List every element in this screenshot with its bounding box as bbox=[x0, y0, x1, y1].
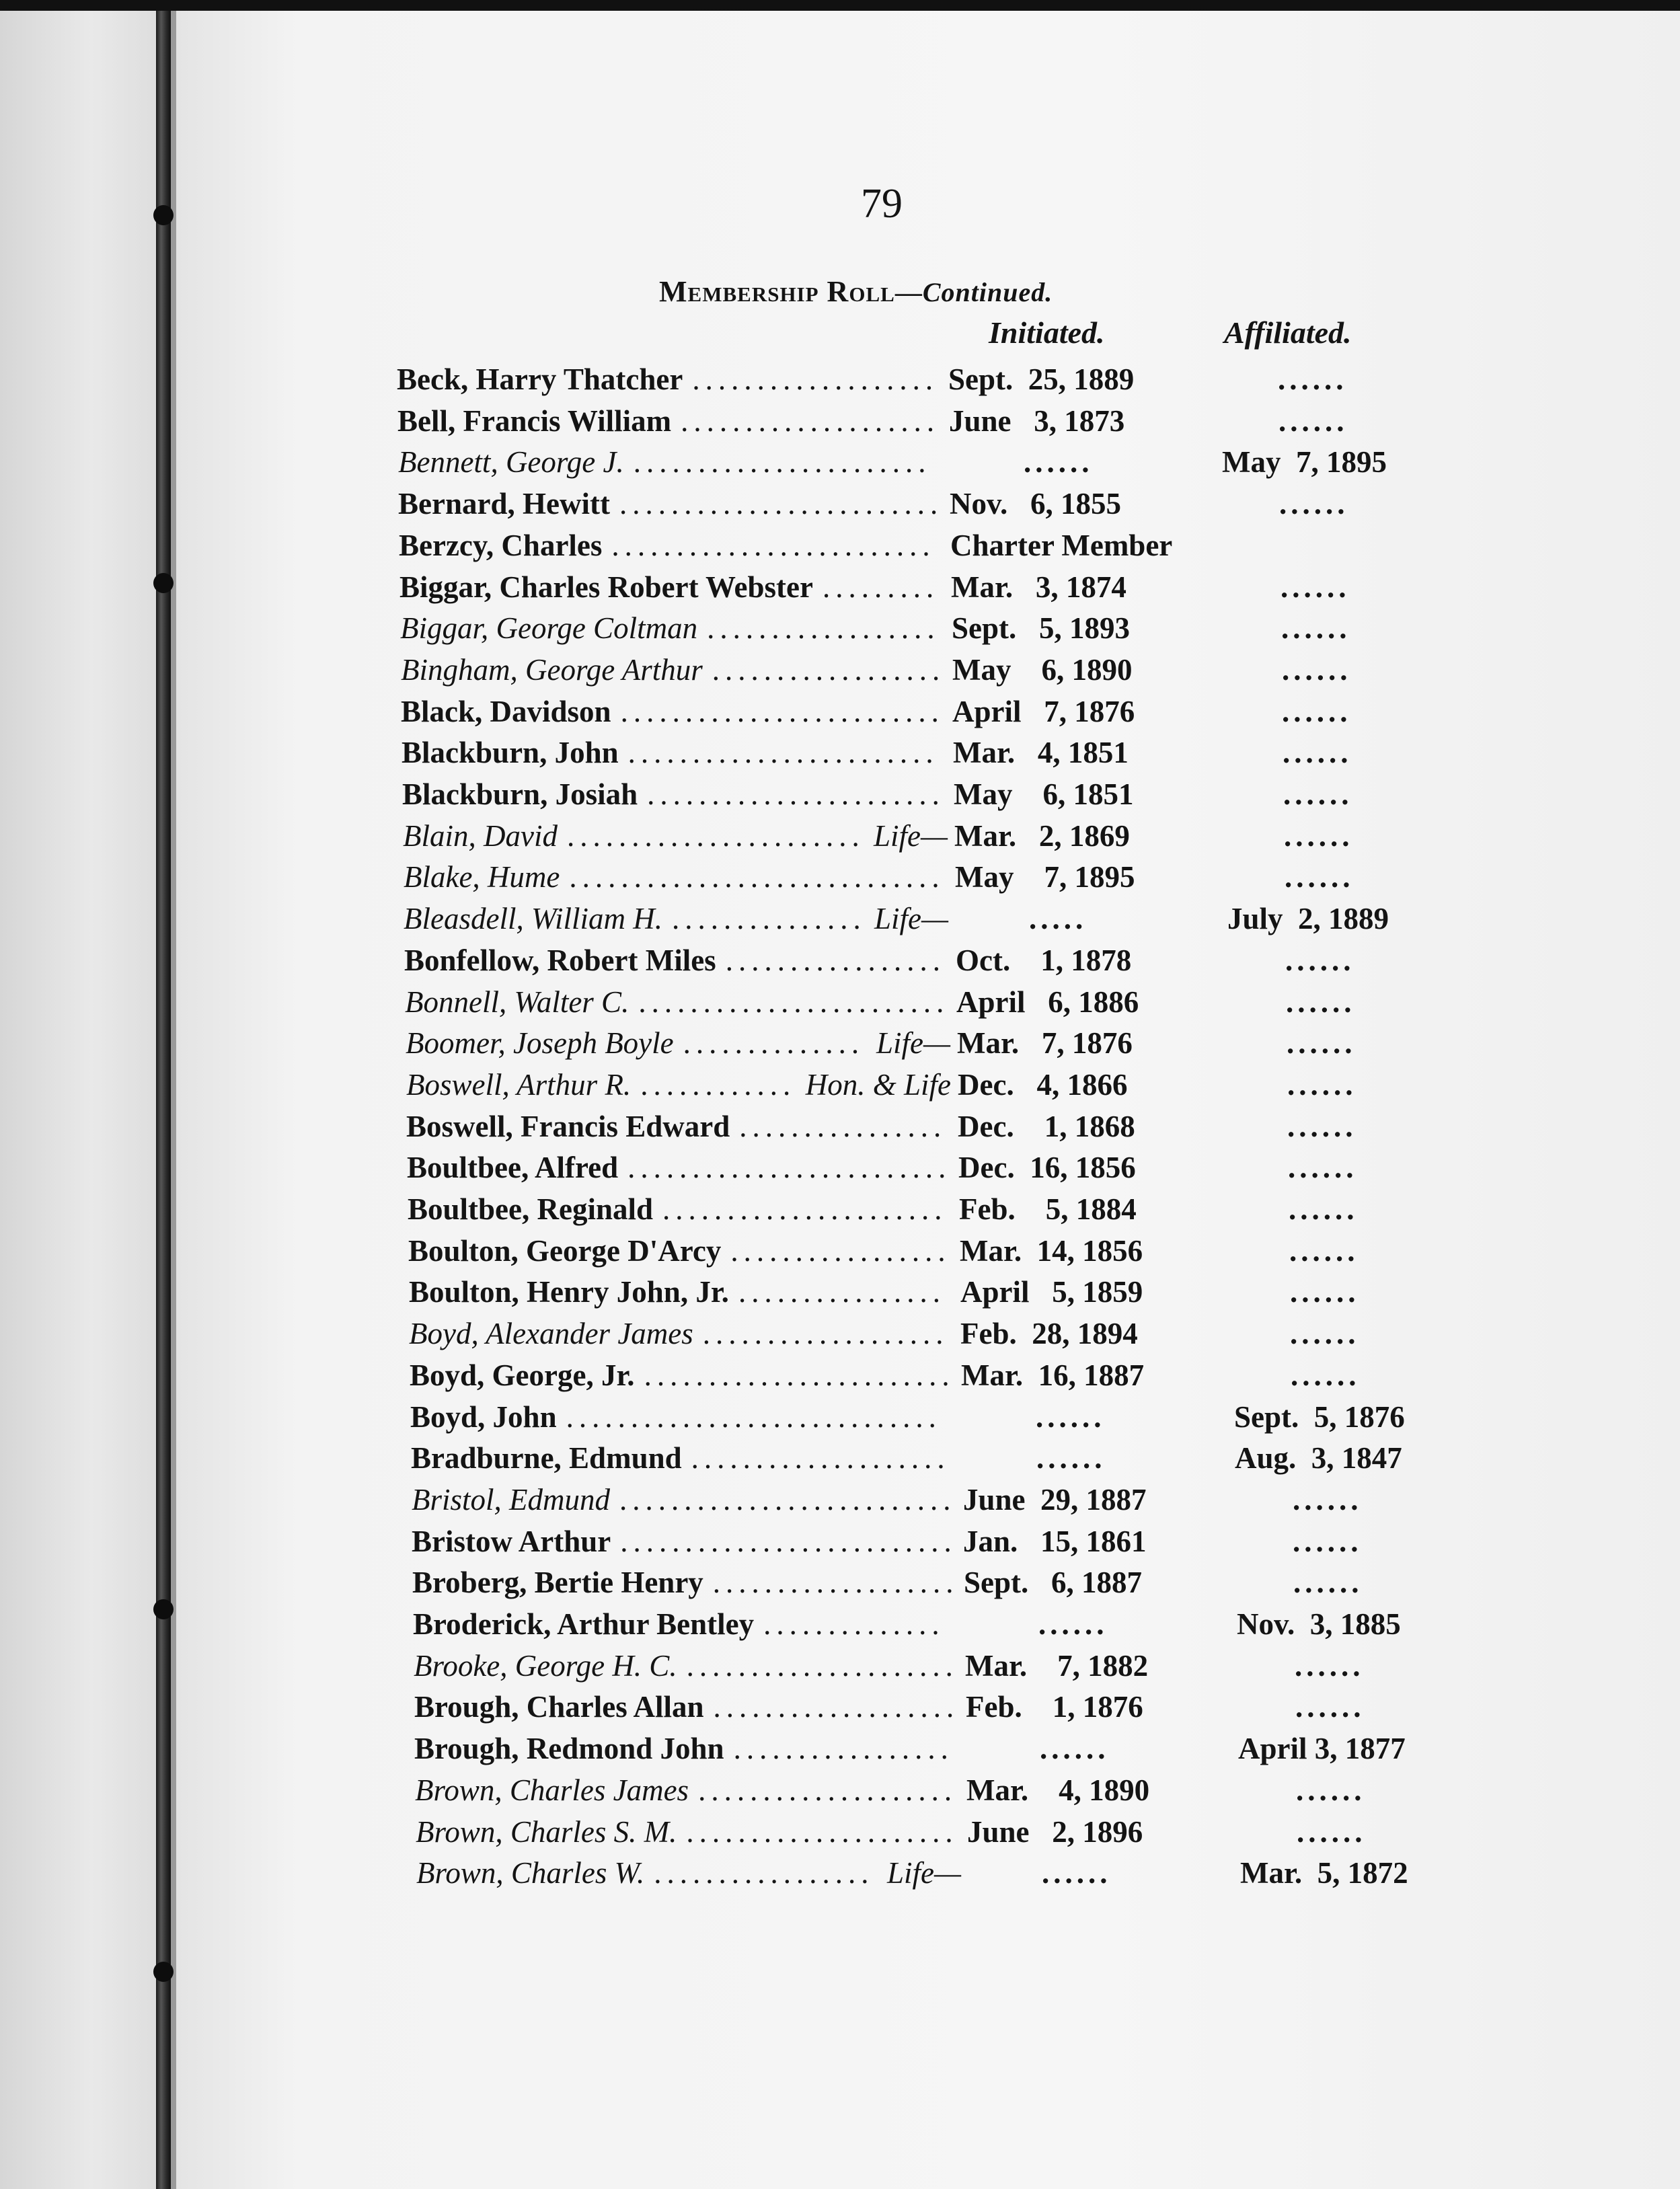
leader-dots: ......................... bbox=[619, 487, 944, 521]
column-header-initiated: Initiated. bbox=[989, 315, 1105, 350]
member-name: Bernard, Hewitt bbox=[398, 487, 610, 521]
roll-entry bbox=[408, 1233, 1443, 1271]
leader-dots: ........................ bbox=[638, 985, 950, 1019]
roll-entry bbox=[414, 1648, 1442, 1686]
leader-dots: ................ bbox=[739, 1110, 947, 1143]
heading-continued: Continued. bbox=[922, 277, 1053, 307]
affiliated-date: ...... bbox=[1282, 695, 1352, 728]
member-name: Blain, David bbox=[403, 819, 558, 853]
member-name: Bonfellow, Robert Miles bbox=[404, 944, 716, 977]
roll-entry bbox=[408, 1192, 1443, 1229]
affiliated-date: ...... bbox=[1287, 1068, 1357, 1102]
member-name: Bristow Arthur bbox=[412, 1525, 611, 1558]
roll-entry bbox=[403, 818, 1445, 856]
affiliated-date: ...... bbox=[1279, 487, 1349, 521]
initiated-date: Dec. 1, 1868 bbox=[958, 1110, 1135, 1143]
leader-dots: ...................... bbox=[662, 1192, 948, 1226]
roll-entry bbox=[406, 1109, 1443, 1147]
affiliated-date: ...... bbox=[1282, 653, 1352, 687]
member-name: Boyd, Alexander James bbox=[409, 1317, 693, 1350]
leader-dots: ................. bbox=[733, 1732, 954, 1765]
roll-entry bbox=[412, 1565, 1442, 1603]
member-name: Bristol, Edmund bbox=[412, 1483, 611, 1516]
roll-entry bbox=[401, 652, 1445, 690]
member-name: Boyd, John bbox=[410, 1400, 557, 1434]
leader-dots: ......... bbox=[822, 570, 940, 604]
leader-dots: ............... bbox=[671, 902, 866, 935]
roll-entry bbox=[416, 1814, 1441, 1852]
initiated-date: Feb. 28, 1894 bbox=[960, 1317, 1138, 1350]
initiated-date: May 6, 1890 bbox=[952, 653, 1133, 687]
member-name: Boswell, Francis Edward bbox=[406, 1110, 730, 1143]
member-name: Bennett, George J. bbox=[398, 445, 624, 479]
leader-dots: .................... bbox=[681, 404, 940, 438]
initiated-date: ...... bbox=[1042, 1856, 1112, 1890]
affiliated-date: ...... bbox=[1290, 1317, 1360, 1350]
roll-entry bbox=[402, 735, 1445, 773]
leader-dots: ................... bbox=[702, 1317, 949, 1350]
affiliated-date: May 7, 1895 bbox=[1222, 445, 1387, 479]
member-name: Biggar, George Coltman bbox=[400, 611, 698, 645]
roll-entry bbox=[405, 985, 1444, 1022]
affiliated-date: July 2, 1889 bbox=[1227, 902, 1389, 935]
affiliated-date: ...... bbox=[1297, 1815, 1367, 1849]
leader-dots: .......................... bbox=[620, 1525, 957, 1558]
member-name: Blackburn, Josiah bbox=[402, 777, 638, 811]
affiliated-date: ...... bbox=[1285, 944, 1355, 977]
initiated-date: ...... bbox=[1036, 1400, 1106, 1434]
affiliated-date: ...... bbox=[1289, 1234, 1359, 1268]
initiated-date: Feb. 1, 1876 bbox=[966, 1690, 1143, 1724]
affiliated-date: ...... bbox=[1281, 611, 1351, 645]
roll-entry bbox=[410, 1358, 1443, 1395]
roll-entry bbox=[414, 1689, 1442, 1727]
leader-dots: ................. bbox=[725, 944, 946, 977]
initiated-date: Mar. 16, 1887 bbox=[961, 1358, 1145, 1392]
roll-entry bbox=[406, 1026, 1444, 1063]
affiliated-date: ...... bbox=[1293, 1483, 1363, 1516]
initiated-date: Sept. 25, 1889 bbox=[948, 362, 1135, 396]
member-name: Berzcy, Charles bbox=[399, 529, 603, 562]
roll-entry bbox=[404, 859, 1445, 897]
initiated-date: May 6, 1851 bbox=[954, 777, 1134, 811]
member-name: Blackburn, John bbox=[402, 736, 619, 769]
affiliated-date: ...... bbox=[1291, 1358, 1361, 1392]
affiliated-date: ...... bbox=[1287, 1026, 1357, 1060]
roll-entry bbox=[406, 1067, 1444, 1105]
leader-dots: .................. bbox=[712, 653, 946, 687]
initiated-date: Mar. 2, 1869 bbox=[954, 819, 1130, 853]
leader-dots: ......................... bbox=[611, 529, 936, 562]
roll-entry bbox=[407, 1150, 1443, 1188]
initiated-date: Mar. 3, 1874 bbox=[951, 570, 1127, 604]
affiliated-date: ...... bbox=[1290, 1275, 1360, 1309]
affiliated-date: ...... bbox=[1286, 985, 1356, 1019]
initiated-date: Jan. 15, 1861 bbox=[963, 1525, 1147, 1558]
member-name: Brown, Charles W. bbox=[416, 1856, 645, 1890]
roll-entry bbox=[413, 1607, 1442, 1644]
leader-dots: ....................... bbox=[566, 819, 865, 853]
roll-entry bbox=[416, 1855, 1441, 1893]
initiated-date: Sept. 5, 1893 bbox=[952, 611, 1131, 645]
initiated-date: Oct. 1, 1878 bbox=[956, 944, 1132, 977]
leader-dots: ................... bbox=[712, 1566, 959, 1599]
initiated-date: ...... bbox=[1036, 1441, 1106, 1475]
heading-dash: — bbox=[894, 277, 923, 307]
affiliated-date: ...... bbox=[1293, 1566, 1363, 1599]
affiliated-date: ...... bbox=[1278, 404, 1348, 438]
initiated-date: June 3, 1873 bbox=[949, 404, 1125, 438]
leader-dots: ................ bbox=[738, 1275, 946, 1309]
member-name: Brough, Charles Allan bbox=[414, 1690, 704, 1724]
roll-entry bbox=[399, 528, 1445, 566]
affiliated-date: Aug. 3, 1847 bbox=[1235, 1441, 1402, 1475]
member-note: Life— bbox=[874, 902, 948, 935]
affiliated-date: ...... bbox=[1281, 570, 1350, 604]
leader-dots: ................. bbox=[730, 1234, 951, 1268]
member-name: Boomer, Joseph Boyle bbox=[406, 1026, 674, 1060]
leader-dots: ..................... bbox=[686, 1815, 958, 1849]
roll-entry bbox=[414, 1731, 1441, 1769]
member-name: Broberg, Bertie Henry bbox=[412, 1566, 703, 1599]
member-name: Boswell, Arthur R. bbox=[406, 1068, 632, 1102]
roll-entry bbox=[397, 362, 1446, 399]
column-header-affiliated: Affiliated. bbox=[1224, 315, 1352, 350]
leader-dots: .............. bbox=[683, 1026, 865, 1060]
initiated-date: Mar. 4, 1851 bbox=[953, 736, 1129, 769]
roll-entry bbox=[415, 1773, 1441, 1810]
member-name: Bleasdell, William H. bbox=[404, 902, 662, 935]
member-name: Brown, Charles S. M. bbox=[416, 1815, 677, 1849]
affiliated-date: ...... bbox=[1288, 1151, 1358, 1184]
initiated-date: April 5, 1859 bbox=[960, 1275, 1143, 1309]
member-name: Boyd, George, Jr. bbox=[410, 1358, 635, 1392]
leader-dots: ....................... bbox=[633, 445, 931, 479]
initiated-date: Dec. 4, 1866 bbox=[958, 1068, 1128, 1102]
leader-dots: ............ bbox=[640, 1068, 796, 1102]
affiliated-date: ...... bbox=[1283, 736, 1352, 769]
initiated-date: April 7, 1876 bbox=[952, 695, 1135, 728]
affiliated-date: ...... bbox=[1287, 1110, 1357, 1143]
roll-entry bbox=[404, 901, 1444, 939]
roll-entry bbox=[402, 777, 1445, 814]
initiated-date: ...... bbox=[1038, 1607, 1108, 1641]
initiated-date: May 7, 1895 bbox=[955, 860, 1135, 894]
initiated-date: ...... bbox=[1024, 445, 1094, 479]
member-name: Brough, Redmond John bbox=[414, 1732, 724, 1765]
affiliated-date: ...... bbox=[1296, 1773, 1366, 1807]
roll-entry bbox=[398, 445, 1446, 482]
roll-entry bbox=[412, 1482, 1443, 1520]
member-note: Life— bbox=[886, 1856, 961, 1890]
roll-entry bbox=[412, 1524, 1442, 1562]
leader-dots: ................... bbox=[692, 362, 939, 396]
affiliated-date: ...... bbox=[1283, 777, 1353, 811]
affiliated-date: Mar. 5, 1872 bbox=[1240, 1856, 1408, 1890]
leader-dots: ................. bbox=[654, 1856, 874, 1890]
initiated-date: Feb. 5, 1884 bbox=[959, 1192, 1137, 1226]
leader-dots: ..................... bbox=[686, 1649, 958, 1683]
initiated-date: Nov. 6, 1855 bbox=[950, 487, 1122, 521]
member-name: Boulton, George D'Arcy bbox=[408, 1234, 722, 1268]
leader-dots: ......................... bbox=[627, 1151, 952, 1184]
affiliated-date: ...... bbox=[1289, 1192, 1359, 1226]
roll-entry bbox=[404, 943, 1444, 981]
affiliated-date: ...... bbox=[1278, 362, 1348, 396]
leader-dots: ............................. bbox=[566, 1400, 942, 1434]
page-number: 79 bbox=[861, 181, 903, 227]
roll-entry bbox=[411, 1441, 1443, 1478]
leader-dots: .................... bbox=[698, 1773, 958, 1807]
leader-dots: ......................... bbox=[620, 695, 944, 728]
member-name: Brown, Charles James bbox=[415, 1773, 689, 1807]
affiliated-date: ...... bbox=[1285, 860, 1354, 894]
leader-dots: ....................... bbox=[647, 777, 945, 811]
member-name: Boultbee, Reginald bbox=[408, 1192, 654, 1226]
initiated-date: Mar. 14, 1856 bbox=[960, 1234, 1143, 1268]
roll-entry bbox=[398, 486, 1445, 524]
leader-dots: .......................... bbox=[619, 1483, 956, 1516]
initiated-date: Mar. 4, 1890 bbox=[966, 1773, 1150, 1807]
roll-entry bbox=[399, 570, 1445, 607]
initiated-date: June 2, 1896 bbox=[967, 1815, 1143, 1849]
affiliated-date: ...... bbox=[1284, 819, 1354, 853]
initiated-date: June 29, 1887 bbox=[963, 1483, 1147, 1516]
member-name: Biggar, Charles Robert Webster bbox=[399, 570, 813, 604]
roll-entry bbox=[400, 611, 1445, 648]
member-name: Brooke, George H. C. bbox=[414, 1649, 677, 1683]
initiated-date: ...... bbox=[1040, 1732, 1110, 1765]
leader-dots: ................... bbox=[713, 1690, 960, 1724]
initiated-date: Mar. 7, 1876 bbox=[957, 1026, 1133, 1060]
roll-entry bbox=[410, 1399, 1443, 1437]
leader-dots: ........................ bbox=[644, 1358, 955, 1392]
member-name: Boultbee, Alfred bbox=[407, 1151, 619, 1184]
affiliated-date: ...... bbox=[1295, 1649, 1365, 1683]
member-note: Hon. & Life bbox=[805, 1068, 951, 1102]
initiated-date: Charter Member bbox=[950, 529, 1173, 562]
member-name: Black, Davidson bbox=[401, 695, 611, 728]
initiated-date: Mar. 7, 1882 bbox=[965, 1649, 1149, 1683]
leader-dots: ............................. bbox=[569, 860, 945, 894]
affiliated-date: ...... bbox=[1293, 1525, 1363, 1558]
member-name: Beck, Harry Thatcher bbox=[397, 362, 683, 396]
affiliated-date: Nov. 3, 1885 bbox=[1237, 1607, 1401, 1641]
initiated-date: Dec. 16, 1856 bbox=[958, 1151, 1136, 1184]
roll-entry bbox=[401, 694, 1445, 732]
initiated-date: April 6, 1886 bbox=[956, 985, 1139, 1019]
roll-entry bbox=[409, 1274, 1443, 1312]
affiliated-date: April 3, 1877 bbox=[1238, 1732, 1406, 1765]
member-note: Life— bbox=[876, 1026, 950, 1060]
member-name: Bingham, George Arthur bbox=[401, 653, 703, 687]
affiliated-date: Sept. 5, 1876 bbox=[1234, 1400, 1405, 1434]
member-name: Boulton, Henry John, Jr. bbox=[409, 1275, 729, 1309]
leader-dots: .................. bbox=[707, 611, 940, 645]
leader-dots: ........................ bbox=[627, 736, 939, 769]
member-note: Life— bbox=[873, 819, 948, 853]
heading-title: Membership Roll bbox=[659, 275, 895, 308]
leader-dots: .............. bbox=[763, 1607, 945, 1641]
member-name: Broderick, Arthur Bentley bbox=[413, 1607, 755, 1641]
leader-dots: .................... bbox=[691, 1441, 950, 1475]
initiated-date: ..... bbox=[1029, 902, 1087, 935]
member-name: Blake, Hume bbox=[404, 860, 560, 894]
initiated-date: Sept. 6, 1887 bbox=[964, 1566, 1143, 1599]
roll-entry bbox=[409, 1316, 1443, 1354]
affiliated-date: ...... bbox=[1295, 1690, 1365, 1724]
member-name: Bell, Francis William bbox=[397, 404, 672, 438]
member-name: Bonnell, Walter C. bbox=[405, 985, 629, 1019]
member-name: Bradburne, Edmund bbox=[411, 1441, 682, 1475]
roll-entry bbox=[397, 404, 1446, 441]
